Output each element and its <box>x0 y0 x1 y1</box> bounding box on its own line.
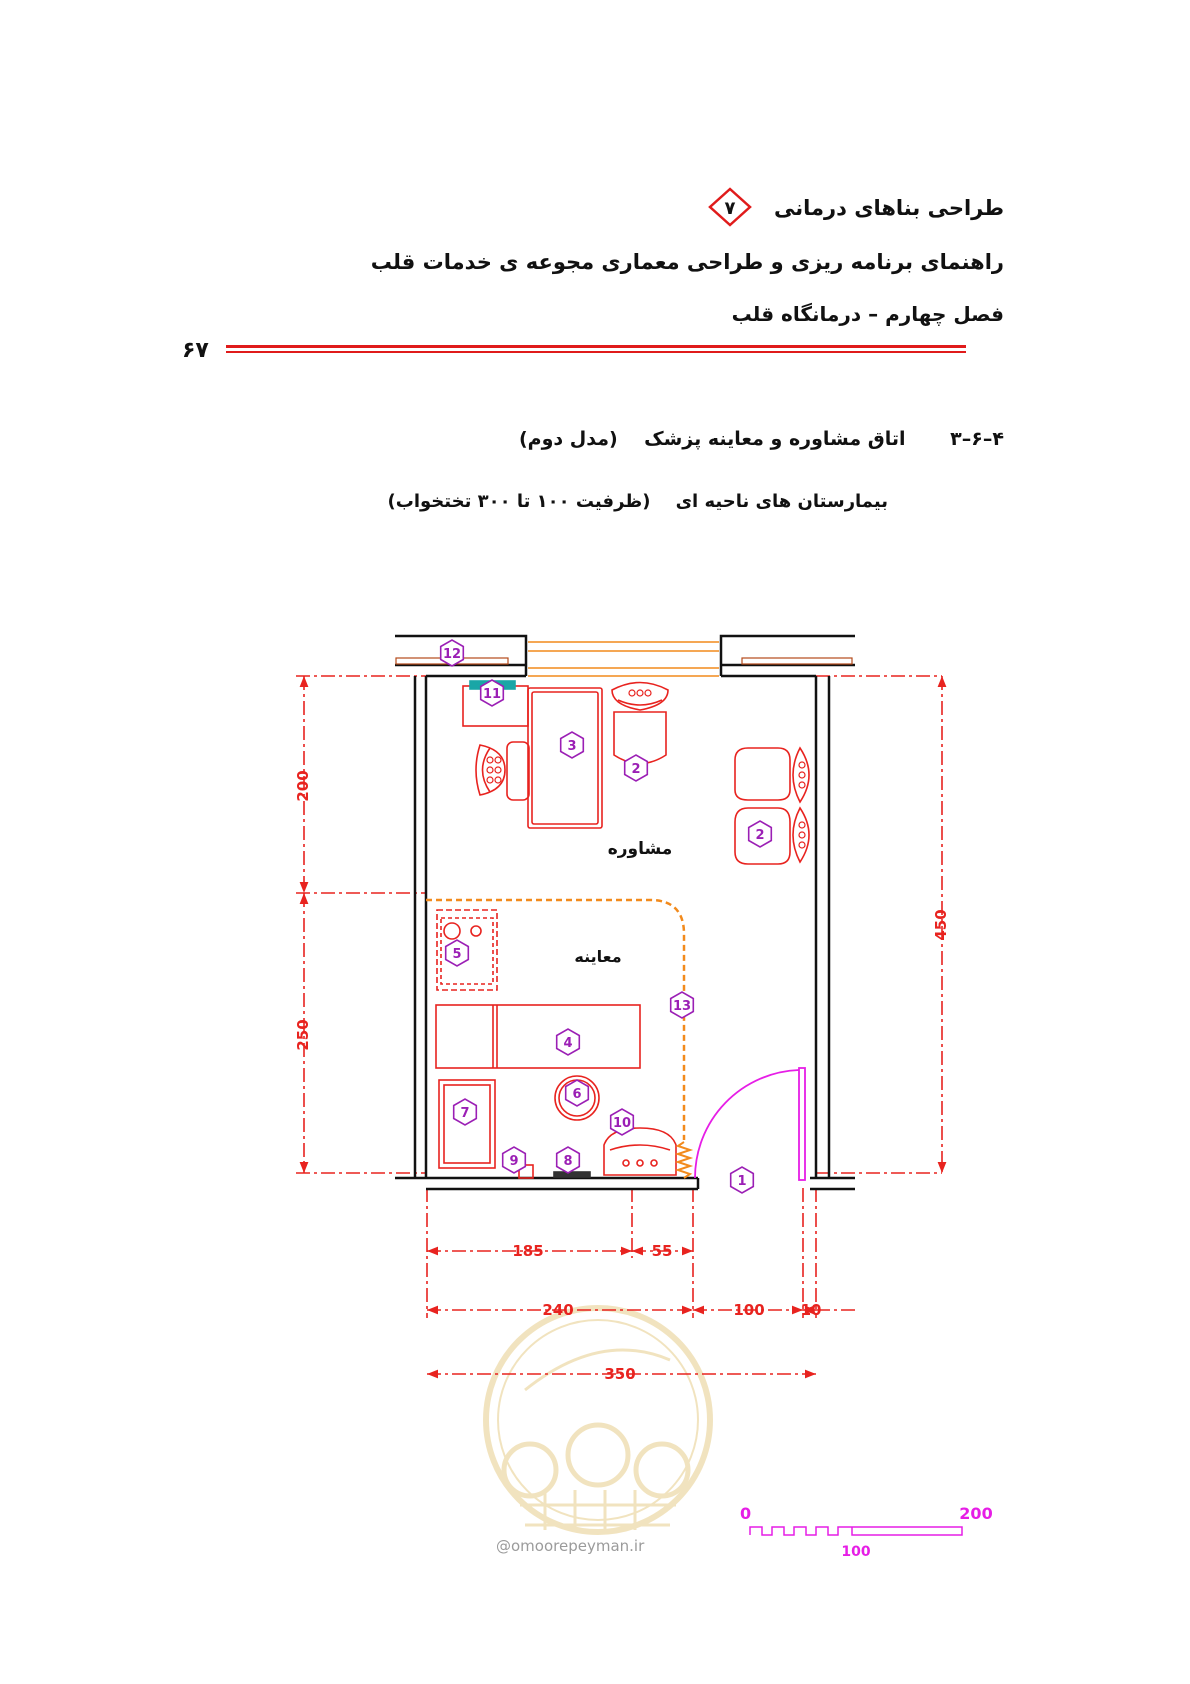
dim-left-lower: 250 <box>294 1019 312 1051</box>
window-sills <box>396 658 852 664</box>
scale-bar <box>740 1504 993 1560</box>
tag-label: 9 <box>509 1154 519 1169</box>
tag-label: 2 <box>631 762 641 777</box>
tag-label: 8 <box>563 1154 573 1169</box>
section-model: (مدل دوم) <box>518 428 618 450</box>
door <box>695 1068 805 1180</box>
dim-left-upper: 200 <box>294 770 312 802</box>
tag-label: 3 <box>567 739 577 754</box>
dim-bottom-185: 185 <box>512 1242 544 1260</box>
dim-bottom-100: 100 <box>733 1301 765 1319</box>
scale-end: 200 <box>959 1504 993 1523</box>
book-title: طراحی بناهای درمانی <box>774 196 1004 220</box>
dim-bottom-350: 350 <box>604 1365 636 1383</box>
scale-start: 0 <box>740 1504 752 1523</box>
tag-label: 11 <box>482 687 502 702</box>
dim-bottom-55: 55 <box>651 1242 673 1260</box>
capacity-note: (ظرفیت ۱۰۰ تا ۳۰۰ تختخواب) <box>387 491 651 512</box>
tag-label: 10 <box>612 1116 632 1131</box>
watermark-site: @omoorepeyman.ir <box>496 1537 645 1555</box>
tag-label: 2 <box>755 828 765 843</box>
watermark-logo <box>486 1308 710 1532</box>
section-title: اتاق مشاوره و معاینه پزشک <box>644 428 906 450</box>
dim-bottom-240: 240 <box>542 1301 574 1319</box>
tag-label: 7 <box>460 1106 470 1121</box>
dimension-lines <box>296 676 942 1318</box>
tag-label: 13 <box>672 999 692 1014</box>
dim-bottom-10: 10 <box>800 1301 822 1319</box>
chapter-number: ۷ <box>724 198 736 219</box>
guide-title: راهنمای برنامه ریزی و طراحی معماری مجوعه ی خدمات قلب <box>370 250 1004 274</box>
tag-label: 5 <box>452 947 462 962</box>
scale-mid: 100 <box>841 1544 871 1560</box>
page-number: ۶۷ <box>182 338 209 363</box>
zone-label-consult: مشاوره <box>607 839 673 859</box>
curtain-bundle <box>678 1142 690 1178</box>
zone-label-exam: معاینه <box>574 947 622 966</box>
dim-right-total: 450 <box>932 909 950 941</box>
dimension-arrows <box>304 676 942 1374</box>
chapter-title: فصل چهارم – درمانگاه قلب <box>731 302 1004 326</box>
section-number: ۴–۶–۳ <box>950 428 1004 450</box>
tag-label: 6 <box>572 1087 582 1102</box>
tag-label: 1 <box>737 1174 747 1189</box>
window-opening <box>528 642 719 676</box>
furniture <box>436 681 809 1178</box>
hospital-type: بیمارستان های ناحیه ای <box>675 491 888 512</box>
tag-label: 12 <box>442 647 462 662</box>
tag-label: 4 <box>563 1036 573 1051</box>
